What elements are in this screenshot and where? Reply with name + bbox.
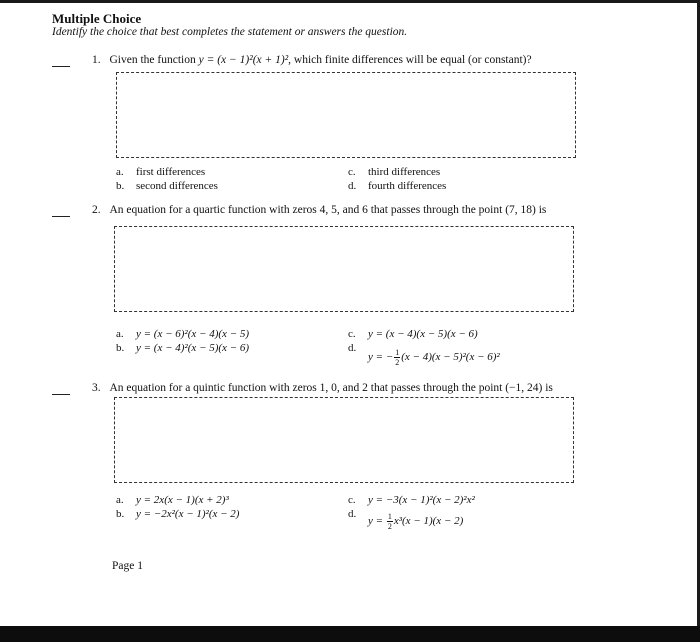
question-expression: y = (x − 1)²(x + 1)² [198,54,289,66]
choice-text: y = (x − 4)(x − 5)(x − 6) [368,328,478,340]
choice-math [368,508,463,531]
choice-2a[interactable] [116,328,249,340]
choice-letter: a. [116,328,124,340]
fraction-numerator: 1 [395,348,400,357]
choice-letter: c. [348,328,356,340]
answer-blank-3[interactable] [52,384,70,395]
choice-text: y = −3(x − 1)²(x − 2)²x² [368,494,475,506]
choice-letter: b. [116,180,125,192]
choice-2d[interactable] [348,342,500,367]
choice-2c[interactable] [348,328,478,340]
choice-letter: d. [348,180,357,192]
bottom-border [0,626,700,642]
choice-3b[interactable] [116,508,239,520]
choice-letter: c. [348,166,356,178]
choice-letter: a. [116,166,124,178]
choice-3d[interactable] [348,508,463,531]
question-1 [92,54,532,66]
fraction [387,512,393,531]
choice-1b[interactable] [116,180,218,192]
choice-text: y = −2x²(x − 1)²(x − 2) [136,508,240,520]
choice-3a[interactable] [116,494,229,506]
choice-text-pre: y = − [368,351,394,364]
choice-1c[interactable] [348,166,440,178]
choice-letter: a. [116,494,124,506]
work-area-box-2[interactable] [114,226,574,312]
question-3 [92,382,553,394]
choice-text: y = (x − 4)²(x − 5)(x − 6) [136,342,249,354]
fraction [394,348,400,367]
choice-2b[interactable] [116,342,249,354]
top-border [0,0,700,3]
choice-letter: d. [348,342,357,354]
question-text: Given the function [109,54,199,66]
choice-text: third differences [368,166,441,178]
choice-text: fourth differences [368,180,447,192]
page-number: Page 1 [112,560,143,572]
question-text-end: , which finite differences will be equal (or constant)? [288,54,532,66]
question-number: 1. [92,54,101,66]
choice-1d[interactable] [348,180,446,192]
choice-text: first differences [136,166,206,178]
choice-3c[interactable] [348,494,475,506]
choice-letter: d. [348,508,357,520]
question-2 [92,204,546,216]
fraction-numerator: 1 [387,512,392,521]
section-instructions: Identify the choice that best completes the statement or answers the question. [52,26,408,38]
work-area-box-3[interactable] [114,397,574,483]
choice-text-post: (x − 4)(x − 5)²(x − 6)² [401,351,500,364]
choice-letter: b. [116,508,125,520]
question-text: An equation for a quintic function with zeros 1, 0, and 2 that passes through the point (−1, 24) is [109,382,553,394]
choice-1a[interactable] [116,166,205,178]
question-number: 2. [92,204,101,216]
choice-text-pre: y = [368,515,386,528]
choice-text: y = 2x(x − 1)(x + 2)³ [136,494,229,506]
choice-letter: c. [348,494,356,506]
choice-text: second differences [136,180,218,192]
fraction-denominator: 2 [387,522,392,531]
question-number: 3. [92,382,101,394]
choice-math [368,342,500,367]
choice-letter: b. [116,342,125,354]
answer-blank-2[interactable] [52,206,70,217]
section-title: Multiple Choice [52,11,142,26]
answer-blank-1[interactable] [52,56,70,67]
choice-text-post: x³(x − 1)(x − 2) [393,515,464,528]
question-text: An equation for a quartic function with zeros 4, 5, and 6 that passes through the point (7, 18) is [109,204,547,216]
work-area-box-1[interactable] [116,72,576,158]
fraction-denominator: 2 [395,358,400,367]
choice-text: y = (x − 6)²(x − 4)(x − 5) [136,328,249,340]
